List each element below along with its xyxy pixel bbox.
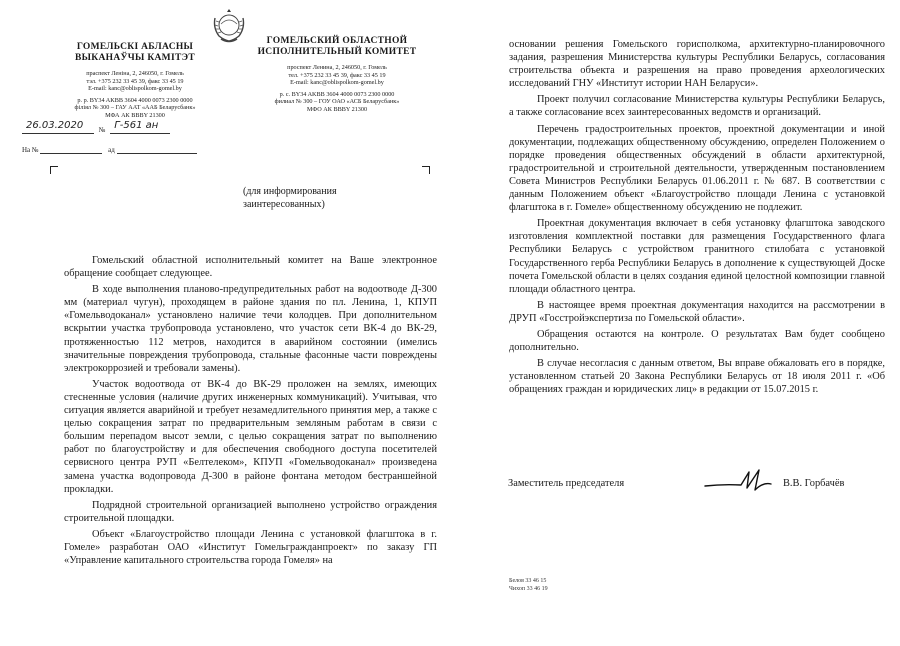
paragraph: Проект получил согласование Министерства культуры Республики Беларусь, а также согласование всех заинтересованных ведомств и организаций. — [509, 94, 885, 119]
address-corner-mark — [50, 166, 58, 174]
paragraph: В настоящее время проектная документация находится на рассмотрении в ДРУП «Госстройэкспертиза по Гомельской области». — [509, 299, 885, 324]
letterhead-russian — [252, 36, 422, 113]
letter-body-left — [64, 254, 437, 570]
paragraph: В случае несогласия с данным ответом, Вы вправе обжаловать его в порядке, установленном статьей 20 Закона Республики Беларусь от 18 июля 2011 г. «Об обращениях граждан и юридических лиц» в редакции от 15.07.2015 г. — [509, 358, 885, 396]
date-field — [22, 120, 94, 134]
number-sign: № — [98, 126, 106, 134]
reference-no-label: На № — [22, 146, 39, 154]
paragraph: основании решения Гомельского горисполкома, архитектурно-планировочного задания, разрешения Министерства культуры Республики Беларусь, согласования строительства объекта и разрешения на право проведения археологических исследований ГНУ «Институт истории НАН Беларуси». — [509, 39, 885, 90]
number-field — [110, 120, 170, 134]
reference-line — [22, 144, 197, 154]
address-by: праспект Леніна, 2, 246050, г. Гомель тэл. +375 232 33 45 39, факс 33 45 19 E-mail: kanc@oblispolkom-gomel.by — [86, 70, 184, 93]
letter-body-right — [509, 38, 885, 399]
signature-block — [508, 472, 888, 512]
paragraph: Обращения остаются на контроле. О результатах Вам будет сообщено дополнительно. — [509, 328, 885, 354]
recipient: (для информирования заинтересованных) — [243, 186, 337, 210]
signatory-title: Заместитель председателя — [508, 478, 625, 489]
reference-from-label: ад — [108, 146, 115, 154]
org-name-by: ГОМЕЛЬСКІ АБЛАСНЫ ВЫКАНАЎЧЫ КАМІТЭТ — [75, 42, 195, 63]
address-ru: проспект Ленина, 2, 246050, г. Гомель тел. +375 232 33 45 39, факс 33 45 19 E-mail: kanc@oblispolkom-gomel.by — [287, 64, 387, 87]
bank-details-by: р. р. BY34 AKBB 3604 4000 0073 2300 0000 філіял № 300 – ГАУ ААТ «ААБ Беларусбанк» МФА АК BBBY 21300 — [74, 96, 196, 119]
letterhead-belarusian — [55, 42, 215, 119]
paragraph: Проектная документация включает в себя установку флагштока заводского изготовления комплектной поставки для размещения Государственного флага Республики Беларусь с устройством гранитного стилобата с установкой Государственного герба Республики Беларусь в дополнение к существующей Доске почета Гомельской области в целях создания единой целостной композиции главной площади областного центра. — [509, 218, 885, 295]
paragraph: Объект «Благоустройство площади Ленина с установкой флагштока в г. Гомеле» разработан ОАО «Институт Гомельгражданпроект» по заказу ГП «Управление капитального строительства города Гомеля» на — [64, 528, 437, 567]
paragraph: Перечень градостроительных проектов, проектной документации и иной документации, подлежащих общественному обсуждению, определен Положением о порядке проведения общественных обсуждений в области архитектурной, градостроительной и строительной деятельности, утвержденным постановлением Совета Министров Республики Беларусь 01.06.2011 г. № 687. В соответствии с данным Положением объект «Благоустройство площади Ленина с установкой флагштока в г. Гомеле» общественному обсуждению не подлежит. — [509, 123, 885, 214]
handwritten-signature — [703, 464, 773, 498]
paragraph: Участок водоотвода от ВК-4 до ВК-29 проложен на землях, имеющих стесненные условия (наличие других инженерных коммуникаций). Учитывая, что ситуация является аварийной и требует незамедлительного принятия мер, а также с целью сокращения затрат по предварительным земляным работам в связи с большим перепадом высот земли, с целью сокращения затрат по выполнению работ по благоустройству и для обеспечения свободного доступа посетителей сервисного центра РУП «Белтелеком», КПУП «Гомельводоканал» произведена замена участка водопровода Д-300 в районе фонтана методом бестраншейной прокладки. — [64, 378, 437, 495]
signatory-name: В.В. Горбачёв — [783, 478, 845, 489]
registration-number: Г-561 ан — [114, 120, 159, 131]
reference-no-field — [40, 144, 102, 154]
registration-line — [22, 120, 170, 134]
bank-details-ru: р. с. BY34 AKBB 3604 4000 0073 2300 0000 филиал № 300 – ГОУ ОАО «АСБ Беларусбанк» МФО АК BBBY 21300 — [274, 90, 400, 113]
org-name-ru: ГОМЕЛЬСКИЙ ОБЛАСТНОЙ ИСПОЛНИТЕЛЬНЫЙ КОМИТЕТ — [257, 36, 417, 57]
executor-info: Белов 33 46 15 Чихоп 33 46 19 — [509, 578, 548, 592]
paragraph: В ходе выполнения планово-предупредительных работ на водоотводе Д-300 мм (материал чугун), проходящем в районе здания по пл. Ленина, 1, КПУП «Гомельводоканал» установлено наличие течи колодцев. При дополнительном вскрытии участка трубопровода установлено, что участок сети ВК-4 до ВК-29, протяженностью 112 метров, находится в аварийном состоянии (имелись значительные повреждения трубопровода, стальные фасонные части повреждены электрокоррозией и требовали замены). — [64, 284, 437, 374]
state-emblem-icon — [207, 6, 251, 46]
reference-from-field — [117, 144, 197, 154]
address-corner-mark — [422, 166, 430, 174]
paragraph: Гомельский областной исполнительный комитет на Ваше электронное обращение сообщает следующее. — [64, 255, 437, 280]
registration-date: 26.03.2020 — [26, 120, 84, 131]
paragraph: Подрядной строительной организацией выполнено устройство ограждения строительной площадки. — [64, 499, 437, 524]
letter-page-2 — [455, 0, 900, 646]
